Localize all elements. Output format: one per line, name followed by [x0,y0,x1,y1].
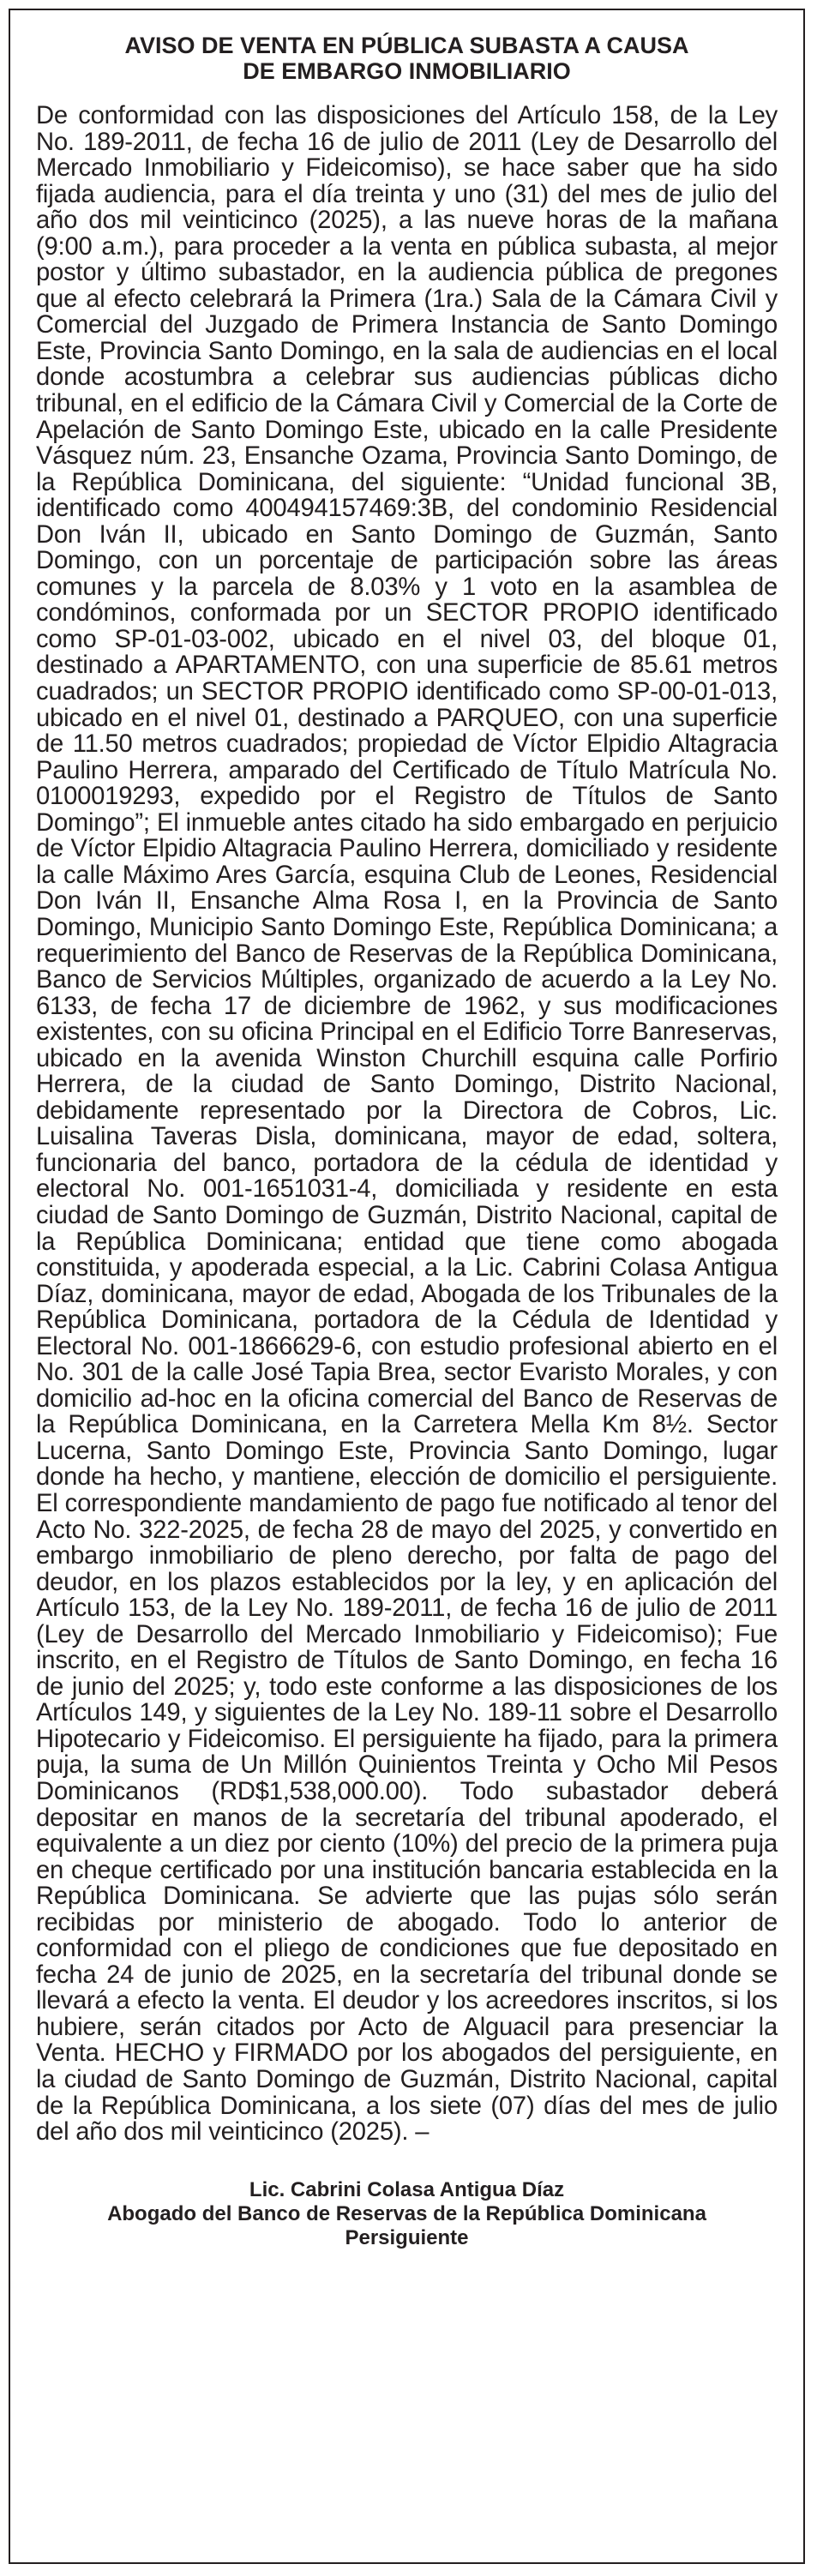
signature-block [36,2178,778,2250]
notice-title-line-1: AVISO DE VENTA EN PÚBLICA SUBASTA A CAUSA [124,33,689,58]
signer-party: Persiguiente [345,2225,469,2249]
notice-title [36,33,778,84]
signer-role: Abogado del Banco de Reservas de la República Dominicana [107,2201,706,2225]
notice-title-line-2: DE EMBARGO INMOBILIARIO [243,58,571,84]
signer-name: Lic. Cabrini Colasa Antigua Díaz [249,2177,565,2201]
notice-body: De conformidad con las disposiciones del Artículo 158, de la Ley No. 189-2011, de fecha 16 de julio de 2011 (Ley de Desarrollo del Mercado Inmobiliario y Fideicomiso), se hace saber que ha sido fijada audiencia, para el día treinta y uno (31) del mes de julio del año dos mil veinticinco (2025), a las nueve horas de la mañana (9:00 a.m.), para proceder a la venta en pública subasta, al mejor postor y último subastador, en la audiencia pública de pregones que al efecto celebrará la Primera (1ra.) Sala de la Cámara Civil y Comercial del Juzgado de Primera Instancia de Santo Domingo Este, Provincia Santo Domingo, en la sala de audiencias en el local donde acostumbra a celebrar sus audiencias públicas dicho tribunal, en el edificio de la Cámara Civil y Comercial de la Corte de Apelación de Santo Domingo Este, ubicado en la calle Presidente Vásquez núm. 23, Ensanche Ozama, Provincia Santo Domingo, de la República Dominicana, del siguiente: “Unidad funcional 3B, identificado como 400494157469:3B, del condominio Residencial Don Iván II, ubicado en Santo Domingo de Guzmán, Santo Domingo, con un porcentaje de participación sobre las áreas comunes y la parcela de 8.03% y 1 voto en la asamblea de condóminos, conformada por un SECTOR PROPIO identificado como SP-01-03-002, ubicado en el nivel 03, del bloque 01, destinado a APARTAMENTO, con una superficie de 85.61 metros cuadrados; un SECTOR PROPIO identificado como SP-00-01-013, ubicado en el nivel 01, destinado a PARQUEO, con una superficie de 11.50 metros cuadrados; propiedad de Víctor Elpidio Altagracia Paulino Herrera, amparado del Certificado de Título Matrícula No. 0100019293, expedido por el Registro de Títulos de Santo Domingo”; El inmueble antes citado ha sido embargado en perjuicio de Víctor Elpidio Altagracia Paulino Herrera, domiciliado y residente la calle Máximo Ares García, esquina Club de Leones, Residencial Don Iván II, Ensanche Alma Rosa I, en la Provincia de Santo Domingo, Municipio Santo Domingo Este, República Dominicana; a requerimiento del Banco de Reservas de la República Dominicana, Banco de Servicios Múltiples, organizado de acuerdo a la Ley No. 6133, de fecha 17 de diciembre de 1962, y sus modificaciones existentes, con su oficina Principal en el Edificio Torre Banreservas, ubicado en la avenida Winston Churchill esquina calle Porfirio Herrera, de la ciudad de Santo Domingo, Distrito Nacional, debidamente representado por la Directora de Cobros, Lic. Luisalina Taveras Disla, dominicana, mayor de edad, soltera, funcionaria del banco, portadora de la cédula de identidad y electoral No. 001-1651031-4, domiciliada y residente en esta ciudad de Santo Domingo de Guzmán, Distrito Nacional, capital de la República Dominicana; entidad que tiene como abogada constituida, y apoderada especial, a la Lic. Cabrini Colasa Antigua Díaz, dominicana, mayor de edad, Abogada de los Tribunales de la República Dominicana, portadora de la Cédula de Identidad y Electoral No. 001-1866629-6, con estudio profesional abierto en el No. 301 de la calle José Tapia Brea, sector Evaristo Morales, y con domicilio ad-hoc en la oficina comercial del Banco de Reservas de la República Dominicana, en la Carretera Mella Km 8½. Sector Lucerna, Santo Domingo Este, Provincia Santo Domingo, lugar donde ha hecho, y mantiene, elección de domicilio el persiguiente. El correspondiente mandamiento de pago fue notificado al tenor del Acto No. 322-2025, de fecha 28 de mayo del 2025, y convertido en embargo inmobiliario de pleno derecho, por falta de pago del deudor, en los plazos establecidos por la ley, y en aplicación del Artículo 153, de la Ley No. 189-2011, de fecha 16 de julio de 2011 (Ley de Desarrollo del Mercado Inmobiliario y Fideicomiso); Fue inscrito, en el Registro de Títulos de Santo Domingo, en fecha 16 de junio del 2025; y, todo este conforme a las disposiciones de los Artículos 149, y siguientes de la Ley No. 189-11 sobre el Desarrollo Hipotecario y Fideicomiso. El persiguiente ha fijado, para la primera puja, la suma de Un Millón Quinientos Treinta y Ocho Mil Pesos Dominicanos (RD$1,538,000.00). Todo subastador deberá depositar en manos de la secretaría del tribunal apoderado, el equivalente a un diez por ciento (10%) del precio de la primera puja en cheque certificado por una institución bancaria establecida en la República Dominicana. Se advierte que las pujas sólo serán recibidas por ministerio de abogado. Todo lo anterior de conformidad con el pliego de condiciones que fue depositado en fecha 24 de junio de 2025, en la secretaría del tribunal donde se llevará a efecto la venta. El deudor y los acreedores inscritos, si los hubiere, serán citados por Acto de Alguacil para presenciar la Venta. HECHO y FIRMADO por los abogados del persiguiente, en la ciudad de Santo Domingo de Guzmán, Distrito Nacional, capital de la República Dominicana, a los siete (07) días del mes de julio del año dos mil veinticinco (2025). – [36,102,778,2147]
legal-notice-box [9,9,805,2564]
